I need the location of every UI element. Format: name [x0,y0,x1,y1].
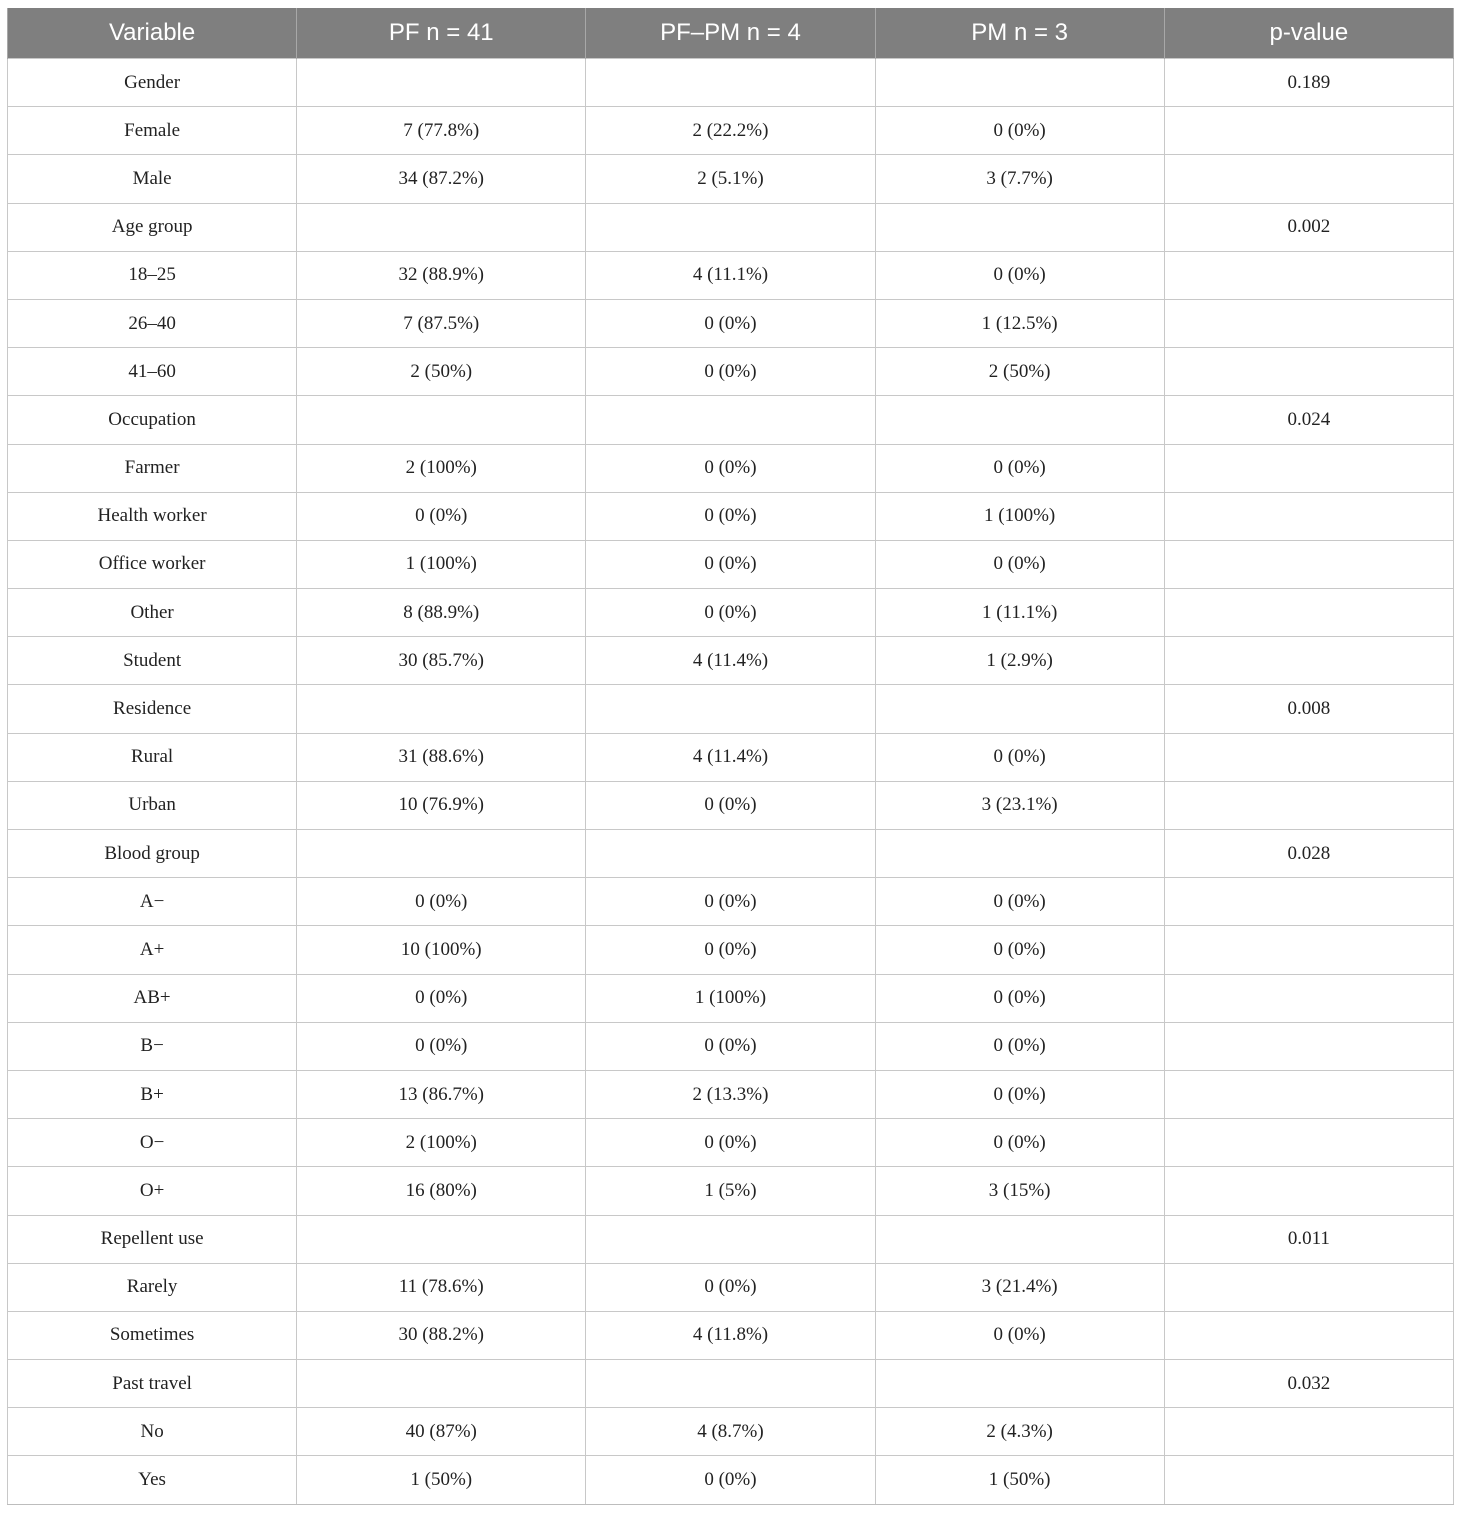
table-header [8,8,1454,59]
pm-cell: 0 (0%) [875,444,1164,492]
header-pf-pm: PF–PM n = 4 [586,8,875,59]
p-value-cell: 0.008 [1164,685,1453,733]
pf-cell: 2 (100%) [297,1119,586,1167]
pf-cell: 0 (0%) [297,974,586,1022]
variable-cell: Gender [8,59,297,107]
p-value-cell [1164,1311,1453,1359]
p-value-cell [1164,1408,1453,1456]
table-body [8,59,1454,1505]
pf-pm-cell: 0 (0%) [586,1456,875,1504]
variable-cell: Student [8,637,297,685]
variable-cell: A+ [8,926,297,974]
variable-cell: Age group [8,203,297,251]
pf-cell: 31 (88.6%) [297,733,586,781]
variable-cell: B− [8,1022,297,1070]
p-value-cell [1164,974,1453,1022]
table-row [8,203,1454,251]
pf-pm-cell [586,1215,875,1263]
variable-cell: Repellent use [8,1215,297,1263]
pf-cell [297,1360,586,1408]
header-p-value: p-value [1164,8,1453,59]
p-value-cell [1164,348,1453,396]
variable-cell: Female [8,107,297,155]
variable-cell: 26–40 [8,299,297,347]
pf-cell: 0 (0%) [297,878,586,926]
table-row [8,974,1454,1022]
pf-pm-cell: 0 (0%) [586,589,875,637]
pf-cell: 40 (87%) [297,1408,586,1456]
table-row [8,251,1454,299]
pm-cell [875,830,1164,878]
variable-cell: Yes [8,1456,297,1504]
table-row [8,1167,1454,1215]
pf-pm-cell [586,1360,875,1408]
variable-cell: Urban [8,781,297,829]
header-variable: Variable [8,8,297,59]
variable-cell: Sometimes [8,1311,297,1359]
pf-cell: 7 (87.5%) [297,299,586,347]
pm-cell: 0 (0%) [875,974,1164,1022]
p-value-cell [1164,444,1453,492]
pm-cell: 3 (21.4%) [875,1263,1164,1311]
table-row [8,830,1454,878]
p-value-cell [1164,492,1453,540]
pf-pm-cell: 1 (100%) [586,974,875,1022]
table-row [8,1456,1454,1504]
table-row [8,59,1454,107]
p-value-cell [1164,1263,1453,1311]
table-row [8,1408,1454,1456]
pf-pm-cell: 4 (11.1%) [586,251,875,299]
table-row [8,1311,1454,1359]
pf-pm-cell: 0 (0%) [586,878,875,926]
pm-cell: 1 (2.9%) [875,637,1164,685]
pf-cell: 11 (78.6%) [297,1263,586,1311]
pf-cell: 34 (87.2%) [297,155,586,203]
pm-cell: 1 (50%) [875,1456,1164,1504]
pm-cell: 1 (11.1%) [875,589,1164,637]
pm-cell [875,203,1164,251]
header-row [8,8,1454,59]
pf-cell: 8 (88.9%) [297,589,586,637]
p-value-cell: 0.024 [1164,396,1453,444]
table-row [8,1263,1454,1311]
variable-cell: B+ [8,1070,297,1118]
pf-pm-cell: 0 (0%) [586,299,875,347]
p-value-cell [1164,1022,1453,1070]
p-value-cell: 0.032 [1164,1360,1453,1408]
pf-pm-cell [586,203,875,251]
pf-cell: 0 (0%) [297,492,586,540]
pf-cell: 2 (50%) [297,348,586,396]
table-row [8,781,1454,829]
table-row [8,1022,1454,1070]
pm-cell: 3 (15%) [875,1167,1164,1215]
p-value-cell [1164,733,1453,781]
table-row [8,589,1454,637]
table-row [8,1360,1454,1408]
p-value-cell [1164,155,1453,203]
pm-cell: 0 (0%) [875,107,1164,155]
p-value-cell [1164,637,1453,685]
pf-pm-cell: 1 (5%) [586,1167,875,1215]
pf-pm-cell: 0 (0%) [586,781,875,829]
table-row [8,685,1454,733]
variable-cell: Residence [8,685,297,733]
variable-cell: No [8,1408,297,1456]
pm-cell: 0 (0%) [875,733,1164,781]
pf-cell: 1 (50%) [297,1456,586,1504]
variable-cell: Health worker [8,492,297,540]
pf-pm-cell: 2 (5.1%) [586,155,875,203]
variable-cell: 18–25 [8,251,297,299]
pf-pm-cell: 0 (0%) [586,348,875,396]
pm-cell [875,1215,1164,1263]
variable-cell: Past travel [8,1360,297,1408]
header-pm: PM n = 3 [875,8,1164,59]
pf-pm-cell [586,59,875,107]
pf-cell [297,1215,586,1263]
pf-pm-cell: 2 (13.3%) [586,1070,875,1118]
pf-pm-cell: 2 (22.2%) [586,107,875,155]
pf-pm-cell: 4 (11.8%) [586,1311,875,1359]
pm-cell: 1 (12.5%) [875,299,1164,347]
pm-cell: 0 (0%) [875,1022,1164,1070]
table-row [8,107,1454,155]
p-value-cell [1164,299,1453,347]
pf-cell [297,203,586,251]
pf-pm-cell: 0 (0%) [586,492,875,540]
pm-cell [875,59,1164,107]
table-row [8,540,1454,588]
p-value-cell [1164,1119,1453,1167]
pf-cell: 1 (100%) [297,540,586,588]
variable-cell: Rural [8,733,297,781]
variable-cell: A− [8,878,297,926]
header-pf: PF n = 41 [297,8,586,59]
pm-cell: 3 (7.7%) [875,155,1164,203]
table-row [8,926,1454,974]
p-value-cell [1164,926,1453,974]
table-container [7,8,1453,1505]
pf-pm-cell: 0 (0%) [586,540,875,588]
pf-pm-cell: 0 (0%) [586,1022,875,1070]
pf-pm-cell: 4 (8.7%) [586,1408,875,1456]
p-value-cell [1164,878,1453,926]
pf-cell [297,59,586,107]
pm-cell: 2 (4.3%) [875,1408,1164,1456]
table-row [8,878,1454,926]
pf-cell: 32 (88.9%) [297,251,586,299]
pf-cell: 30 (85.7%) [297,637,586,685]
table-row [8,492,1454,540]
pf-cell [297,830,586,878]
pf-cell [297,685,586,733]
pm-cell: 0 (0%) [875,878,1164,926]
pf-cell: 10 (100%) [297,926,586,974]
p-value-cell [1164,589,1453,637]
table-row [8,348,1454,396]
variable-cell: 41–60 [8,348,297,396]
variable-cell: Male [8,155,297,203]
pf-cell: 30 (88.2%) [297,1311,586,1359]
pm-cell: 0 (0%) [875,1070,1164,1118]
pf-cell: 2 (100%) [297,444,586,492]
p-value-cell [1164,1167,1453,1215]
variable-cell: Blood group [8,830,297,878]
p-value-cell: 0.011 [1164,1215,1453,1263]
variable-cell: Farmer [8,444,297,492]
p-value-cell: 0.028 [1164,830,1453,878]
table-row [8,637,1454,685]
p-value-cell [1164,540,1453,588]
pm-cell: 0 (0%) [875,251,1164,299]
table-row [8,155,1454,203]
pf-cell [297,396,586,444]
pm-cell [875,1360,1164,1408]
pf-pm-cell [586,830,875,878]
p-value-cell [1164,107,1453,155]
pf-cell: 0 (0%) [297,1022,586,1070]
table-row [8,396,1454,444]
pm-cell [875,685,1164,733]
pf-pm-cell: 4 (11.4%) [586,637,875,685]
pf-cell: 10 (76.9%) [297,781,586,829]
variable-cell: O− [8,1119,297,1167]
pf-pm-cell [586,396,875,444]
data-table [7,8,1454,1505]
pf-pm-cell: 0 (0%) [586,444,875,492]
pf-pm-cell: 0 (0%) [586,926,875,974]
pf-pm-cell [586,685,875,733]
pm-cell: 0 (0%) [875,926,1164,974]
table-row [8,733,1454,781]
pm-cell: 0 (0%) [875,1119,1164,1167]
variable-cell: AB+ [8,974,297,1022]
pm-cell [875,396,1164,444]
variable-cell: Occupation [8,396,297,444]
p-value-cell: 0.002 [1164,203,1453,251]
pm-cell: 3 (23.1%) [875,781,1164,829]
table-row [8,1215,1454,1263]
p-value-cell: 0.189 [1164,59,1453,107]
p-value-cell [1164,1070,1453,1118]
p-value-cell [1164,251,1453,299]
table-row [8,1119,1454,1167]
pf-cell: 13 (86.7%) [297,1070,586,1118]
variable-cell: Office worker [8,540,297,588]
variable-cell: O+ [8,1167,297,1215]
pf-cell: 7 (77.8%) [297,107,586,155]
pm-cell: 0 (0%) [875,1311,1164,1359]
pm-cell: 1 (100%) [875,492,1164,540]
pm-cell: 2 (50%) [875,348,1164,396]
variable-cell: Other [8,589,297,637]
table-row [8,299,1454,347]
pm-cell: 0 (0%) [875,540,1164,588]
pf-pm-cell: 0 (0%) [586,1263,875,1311]
pf-pm-cell: 4 (11.4%) [586,733,875,781]
table-row [8,444,1454,492]
table-row [8,1070,1454,1118]
p-value-cell [1164,1456,1453,1504]
variable-cell: Rarely [8,1263,297,1311]
pf-pm-cell: 0 (0%) [586,1119,875,1167]
pf-cell: 16 (80%) [297,1167,586,1215]
p-value-cell [1164,781,1453,829]
